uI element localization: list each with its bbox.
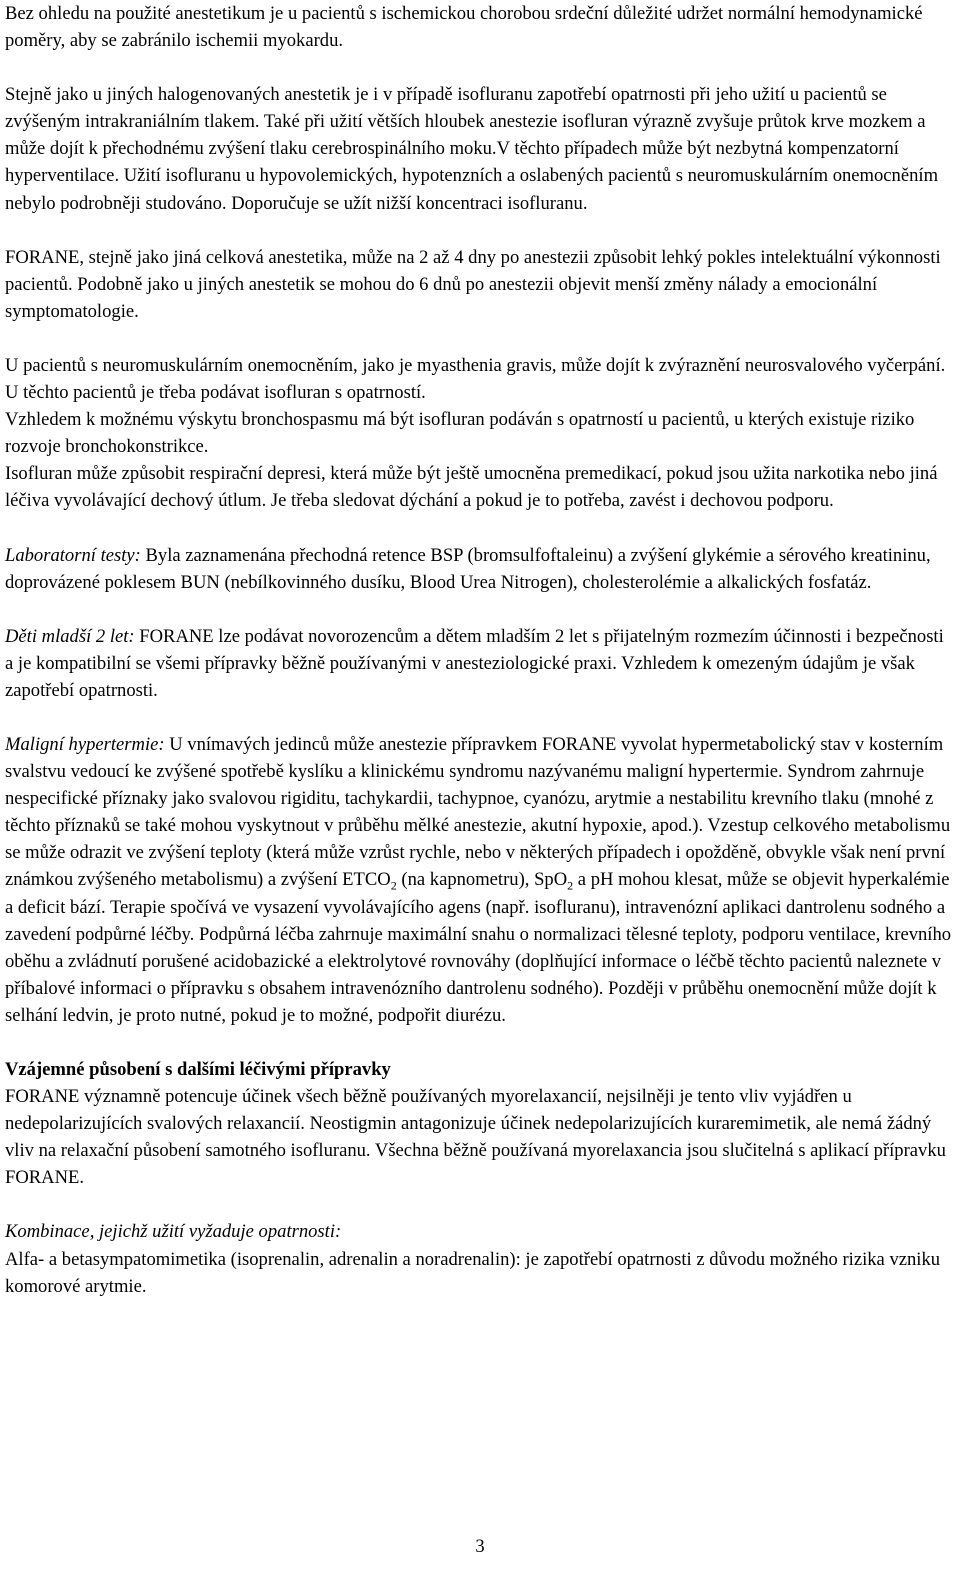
paragraph (5, 81, 953, 216)
paragraph-spacer (5, 704, 953, 731)
text-run: Byla zaznamenána přechodná retence BSP (bromsulfoftaleinu) a zvýšení glykémie a sérového kreatininu, doprovázené poklesem BUN (nebílkovinného dusíku, Blood Urea Nitrogen), cholesterolémie a alkalických fosfatáz. (5, 544, 931, 593)
italic-heading: Maligní hypertermie: (5, 733, 165, 755)
italic-heading: Kombinace, jejichž užití vyžaduje opatrnosti: (5, 1221, 342, 1243)
document-body (5, 0, 953, 1300)
paragraph (5, 1056, 953, 1083)
paragraph (5, 352, 953, 406)
text-run: FORANE významně potencuje účinek všech běžně používaných myorelaxancií, nejsilněji je tento vliv vyjádřen u nedepolarizujících svalových relaxancií. Neostigmin antagonizuje účinek nedepolarizujících kuraremimetik, ale nemá žádný vliv na relaxační působení samotného isofluranu. Všechna běžně používaná myorelaxancia jsou slučitelná s aplikací přípravku FORANE. (5, 1086, 946, 1189)
paragraph-spacer (5, 1029, 953, 1056)
text-run: Stejně jako u jiných halogenovaných anestetik je i v případě isofluranu zapotřebí opatrnosti při jeho užití u pacientů se zvýšeným intrakraniálním tlakem. Také při užití větších hloubek anestezie isofluran výrazně zvyšuje průtok krve mozkem a může dojít k přechodnému zvýšení tlaku cerebrospinálního moku.V těchto případech může být nezbytná kompenzatorní hyperventilace. Užití isofluranu u hypovolemických, hypotenzních a oslabených pacientů s neuromuskulárním onemocněním nebylo podrobněji studováno. Doporučuje se užít nižší koncentraci isofluranu. (5, 84, 939, 214)
paragraph (5, 244, 953, 325)
paragraph (5, 1246, 953, 1300)
paragraph (5, 406, 953, 460)
subscript: 2 (567, 879, 574, 894)
paragraph-spacer (5, 1191, 953, 1218)
paragraph-spacer (5, 596, 953, 623)
paragraph (5, 731, 953, 1029)
italic-heading: Laboratorní testy: (5, 544, 141, 566)
paragraph (5, 460, 953, 514)
text-run: Isofluran může způsobit respirační depresi, která může být ještě umocněna premedikací, pokud jsou užita narkotika nebo jiná léčiva vyvolávající dechový útlum. Je třeba sledovat dýchání a pokud je to potřeba, zavést i dechovou podporu. (5, 463, 938, 512)
text-run: Alfa- a betasympatomimetika (isoprenalin, adrenalin a noradrenalin): je zapotřebí opatrnosti z důvodu možného rizika vzniku komorové arytmie. (5, 1248, 941, 1297)
paragraph (5, 0, 953, 54)
text-run: (na kapnometru), SpO (396, 869, 568, 891)
paragraph-spacer (5, 515, 953, 542)
paragraph-spacer (5, 325, 953, 352)
text-run: U pacientů s neuromuskulárním onemocněním, jako je myasthenia gravis, může dojít k zvýraznění neurosvalového vyčerpání. U těchto pacientů je třeba podávat isofluran s opatrností. (5, 354, 946, 404)
paragraph (5, 542, 953, 596)
paragraph-spacer (5, 217, 953, 244)
text-run: Vzhledem k možnému výskytu bronchospasmu má být isofluran podáván s opatrností u pacientů, u kterých existuje riziko rozvoje bronchokonstrikce. (5, 409, 915, 458)
text-run: FORANE lze podávat novorozencům a dětem mladším 2 let s přijatelným rozmezím účinnosti i bezpečnosti a je kompatibilní se všemi přípravky běžně používanými v anesteziologické praxi. Vzhledem k omezeným údajům je však zapotřebí opatrnosti. (5, 625, 944, 701)
paragraph (5, 623, 953, 704)
italic-heading: Děti mladší 2 let: (5, 625, 135, 647)
subscript: 2 (390, 879, 397, 894)
paragraph (5, 1218, 953, 1245)
section-heading: Vzájemné působení s dalšími léčivými přípravky (5, 1059, 391, 1080)
paragraph (5, 1083, 953, 1191)
text-run: U vnímavých jedinců může anestezie přípravkem FORANE vyvolat hypermetabolický stav v kosterním svalstvu vedoucí ke zvýšené spotřebě kyslíku a klinickému syndromu nazývanému maligní hypertermie. Syndrom zahrnuje nespecifické příznaky jako svalovou rigiditu, tachykardii, tachypnoe, cyanózu, arytmie a nestabilitu krevního tlaku (mnohé z těchto příznaků se také mohou vyskytnout v průběhu mělké anestezie, akutní hypoxie, apod.). Vzestup celkového metabolismu se může odrazit ve zvýšení teploty (která může vzrůst rychle, nebo v některých případech i opožděně, obvykle však není první známkou zvýšeného metabolismu) a zvýšení ETCO (5, 733, 951, 891)
text-run: FORANE, stejně jako jiná celková anestetika, může na 2 až 4 dny po anestezii způsobit lehký pokles intelektuální výkonnosti pacientů. Podobně jako u jiných anestetik se mohou do 6 dnů po anestezii objevit menší změny nálady a emocionální symptomatologie. (5, 246, 941, 322)
page-number: 3 (475, 1536, 485, 1557)
paragraph-spacer (5, 54, 953, 81)
text-run: Bez ohledu na použité anestetikum je u pacientů s ischemickou chorobou srdeční důležité udržet normální hemodynamické poměry, aby se zabránilo ischemii myokardu. (5, 3, 923, 52)
text-run: a pH mohou klesat, může se objevit hyperkalémie a deficit bází. Terapie spočívá ve vysazení vyvolávajícího agens (např. isofluranu), intravenózní aplikaci dantrolenu sodného a zavedení podpůrné léčby. Podpůrná léčba zahrnuje maximální snahu o normalizaci tělesné teploty, podporu ventilace, krevního oběhu a zvládnutí porušené acidobazické a elektrolytové rovnováhy (doplňující informace o léčbě těchto pacientů naleznete v příbalové informaci o přípravku s obsahem intravenózního dantrolenu sodného). Později v průběhu onemocnění může dojít k selhání ledvin, je proto nutné, pokud je to možné, podpořit diurézu. (5, 869, 952, 1026)
